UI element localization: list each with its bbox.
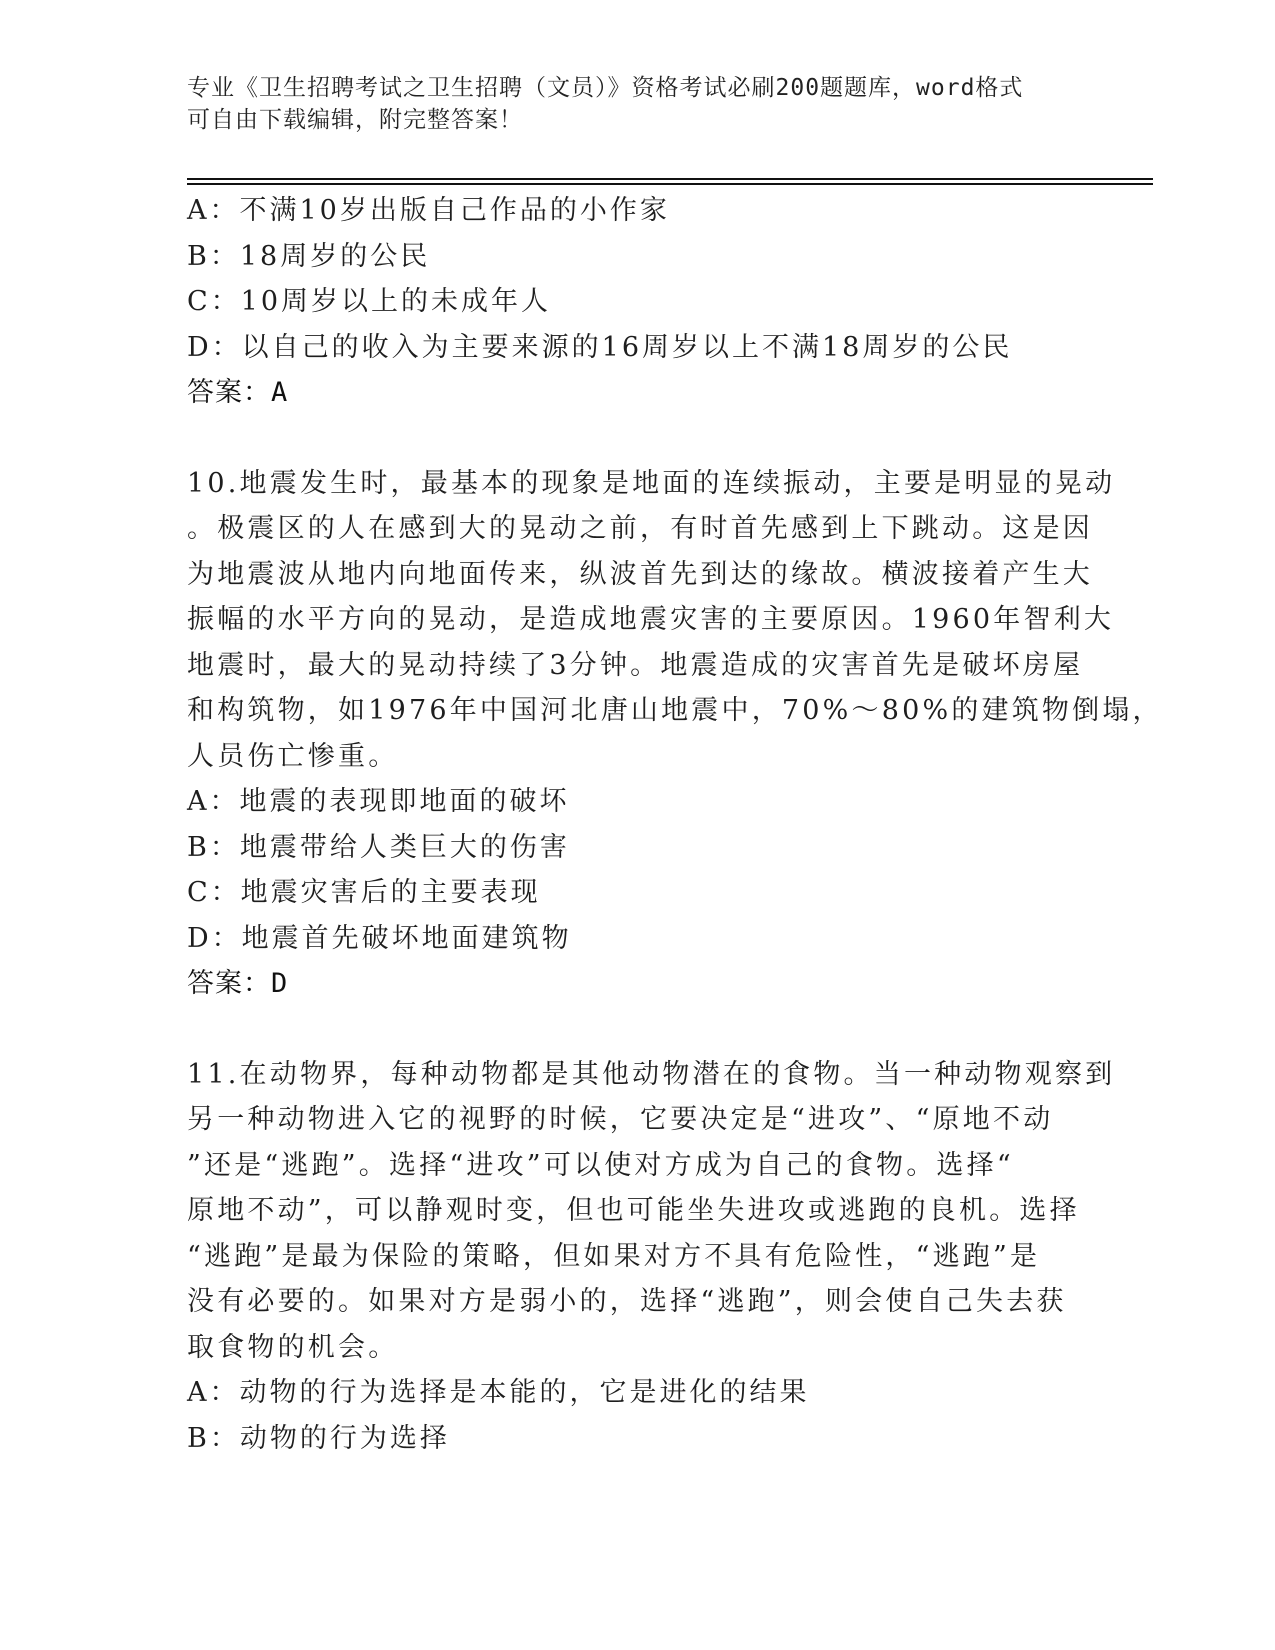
question-11-stem [187, 1052, 1116, 1371]
stem-line: 振幅的水平方向的晃动，是造成地震灾害的主要原因。1960年智利大 [187, 604, 1115, 635]
option-d: D：以自己的收入为主要来源的16周岁以上不满18周岁的公民 [187, 331, 1013, 363]
question-10-answer [187, 961, 1067, 1007]
spacer [187, 416, 1067, 461]
question-10-stem [187, 461, 1163, 780]
option-d: D：地震首先破坏地面建筑物 [187, 922, 572, 954]
stem-line: ”还是“逃跑”。选择“进攻”可以使对方成为自己的食物。选择“ [187, 1149, 1014, 1181]
stem-line: 没有必要的。如果对方是弱小的，选择“逃跑”，则会使自己失去获 [187, 1286, 1067, 1317]
question-10-options [187, 779, 1067, 961]
spacer [187, 1007, 1067, 1052]
option-c: C：10周岁以上的未成年人 [187, 286, 552, 317]
option-b: B：地震带给人类巨大的伤害 [187, 831, 570, 863]
header-line-2: 可自由下载编辑，附完整答案！ [187, 107, 523, 133]
question-11-options [187, 1370, 1067, 1461]
answer-value: D [271, 968, 289, 999]
option-b: B：动物的行为选择 [187, 1422, 450, 1454]
stem-line: 和构筑物，如1976年中国河北唐山地震中，70%～80%的建筑物倒塌， [187, 695, 1163, 726]
option-a: A：动物的行为选择是本能的，它是进化的结果 [187, 1377, 810, 1408]
header-divider-bottom [187, 183, 1153, 185]
option-a: A：地震的表现即地面的破坏 [187, 786, 570, 817]
option-a: A：不满10岁出版自己作品的小作家 [187, 195, 670, 226]
answer-value: A [271, 377, 289, 408]
header-line-1: 专业《卫生招聘考试之卫生招聘（文员）》资格考试必刷200题题库，word格式 [187, 75, 1024, 101]
document-header [187, 72, 1067, 136]
header-divider-top [187, 178, 1153, 180]
answer-label: 答案： [187, 377, 271, 408]
stem-line: 。极震区的人在感到大的晃动之前，有时首先感到上下跳动。这是因 [187, 513, 1093, 544]
option-b: B：18周岁的公民 [187, 240, 431, 272]
stem-line: “逃跑”是最为保险的策略，但如果对方不具有危险性，“逃跑”是 [187, 1240, 1041, 1272]
question-9-answer [187, 370, 1067, 416]
stem-line: 另一种动物进入它的视野的时候，它要决定是“进攻”、“原地不动 [187, 1104, 1054, 1135]
question-content [187, 188, 1163, 1461]
option-c: C：地震灾害后的主要表现 [187, 877, 541, 908]
stem-line: 取食物的机会。 [187, 1331, 399, 1363]
stem-line: 人员伤亡惨重。 [187, 740, 399, 772]
question-9-options [187, 188, 1067, 370]
stem-line: 为地震波从地内向地面传来，纵波首先到达的缘故。横波接着产生大 [187, 558, 1093, 590]
stem-line: 11.在动物界，每种动物都是其他动物潜在的食物。当一种动物观察到 [187, 1058, 1116, 1090]
stem-line: 10.地震发生时，最基本的现象是地面的连续振动，主要是明显的晃动 [187, 467, 1116, 499]
stem-line: 原地不动”，可以静观时变，但也可能坐失进攻或逃跑的良机。选择 [187, 1195, 1080, 1226]
stem-line: 地震时，最大的晃动持续了3分钟。地震造成的灾害首先是破坏房屋 [187, 649, 1084, 681]
answer-label: 答案： [187, 968, 271, 999]
